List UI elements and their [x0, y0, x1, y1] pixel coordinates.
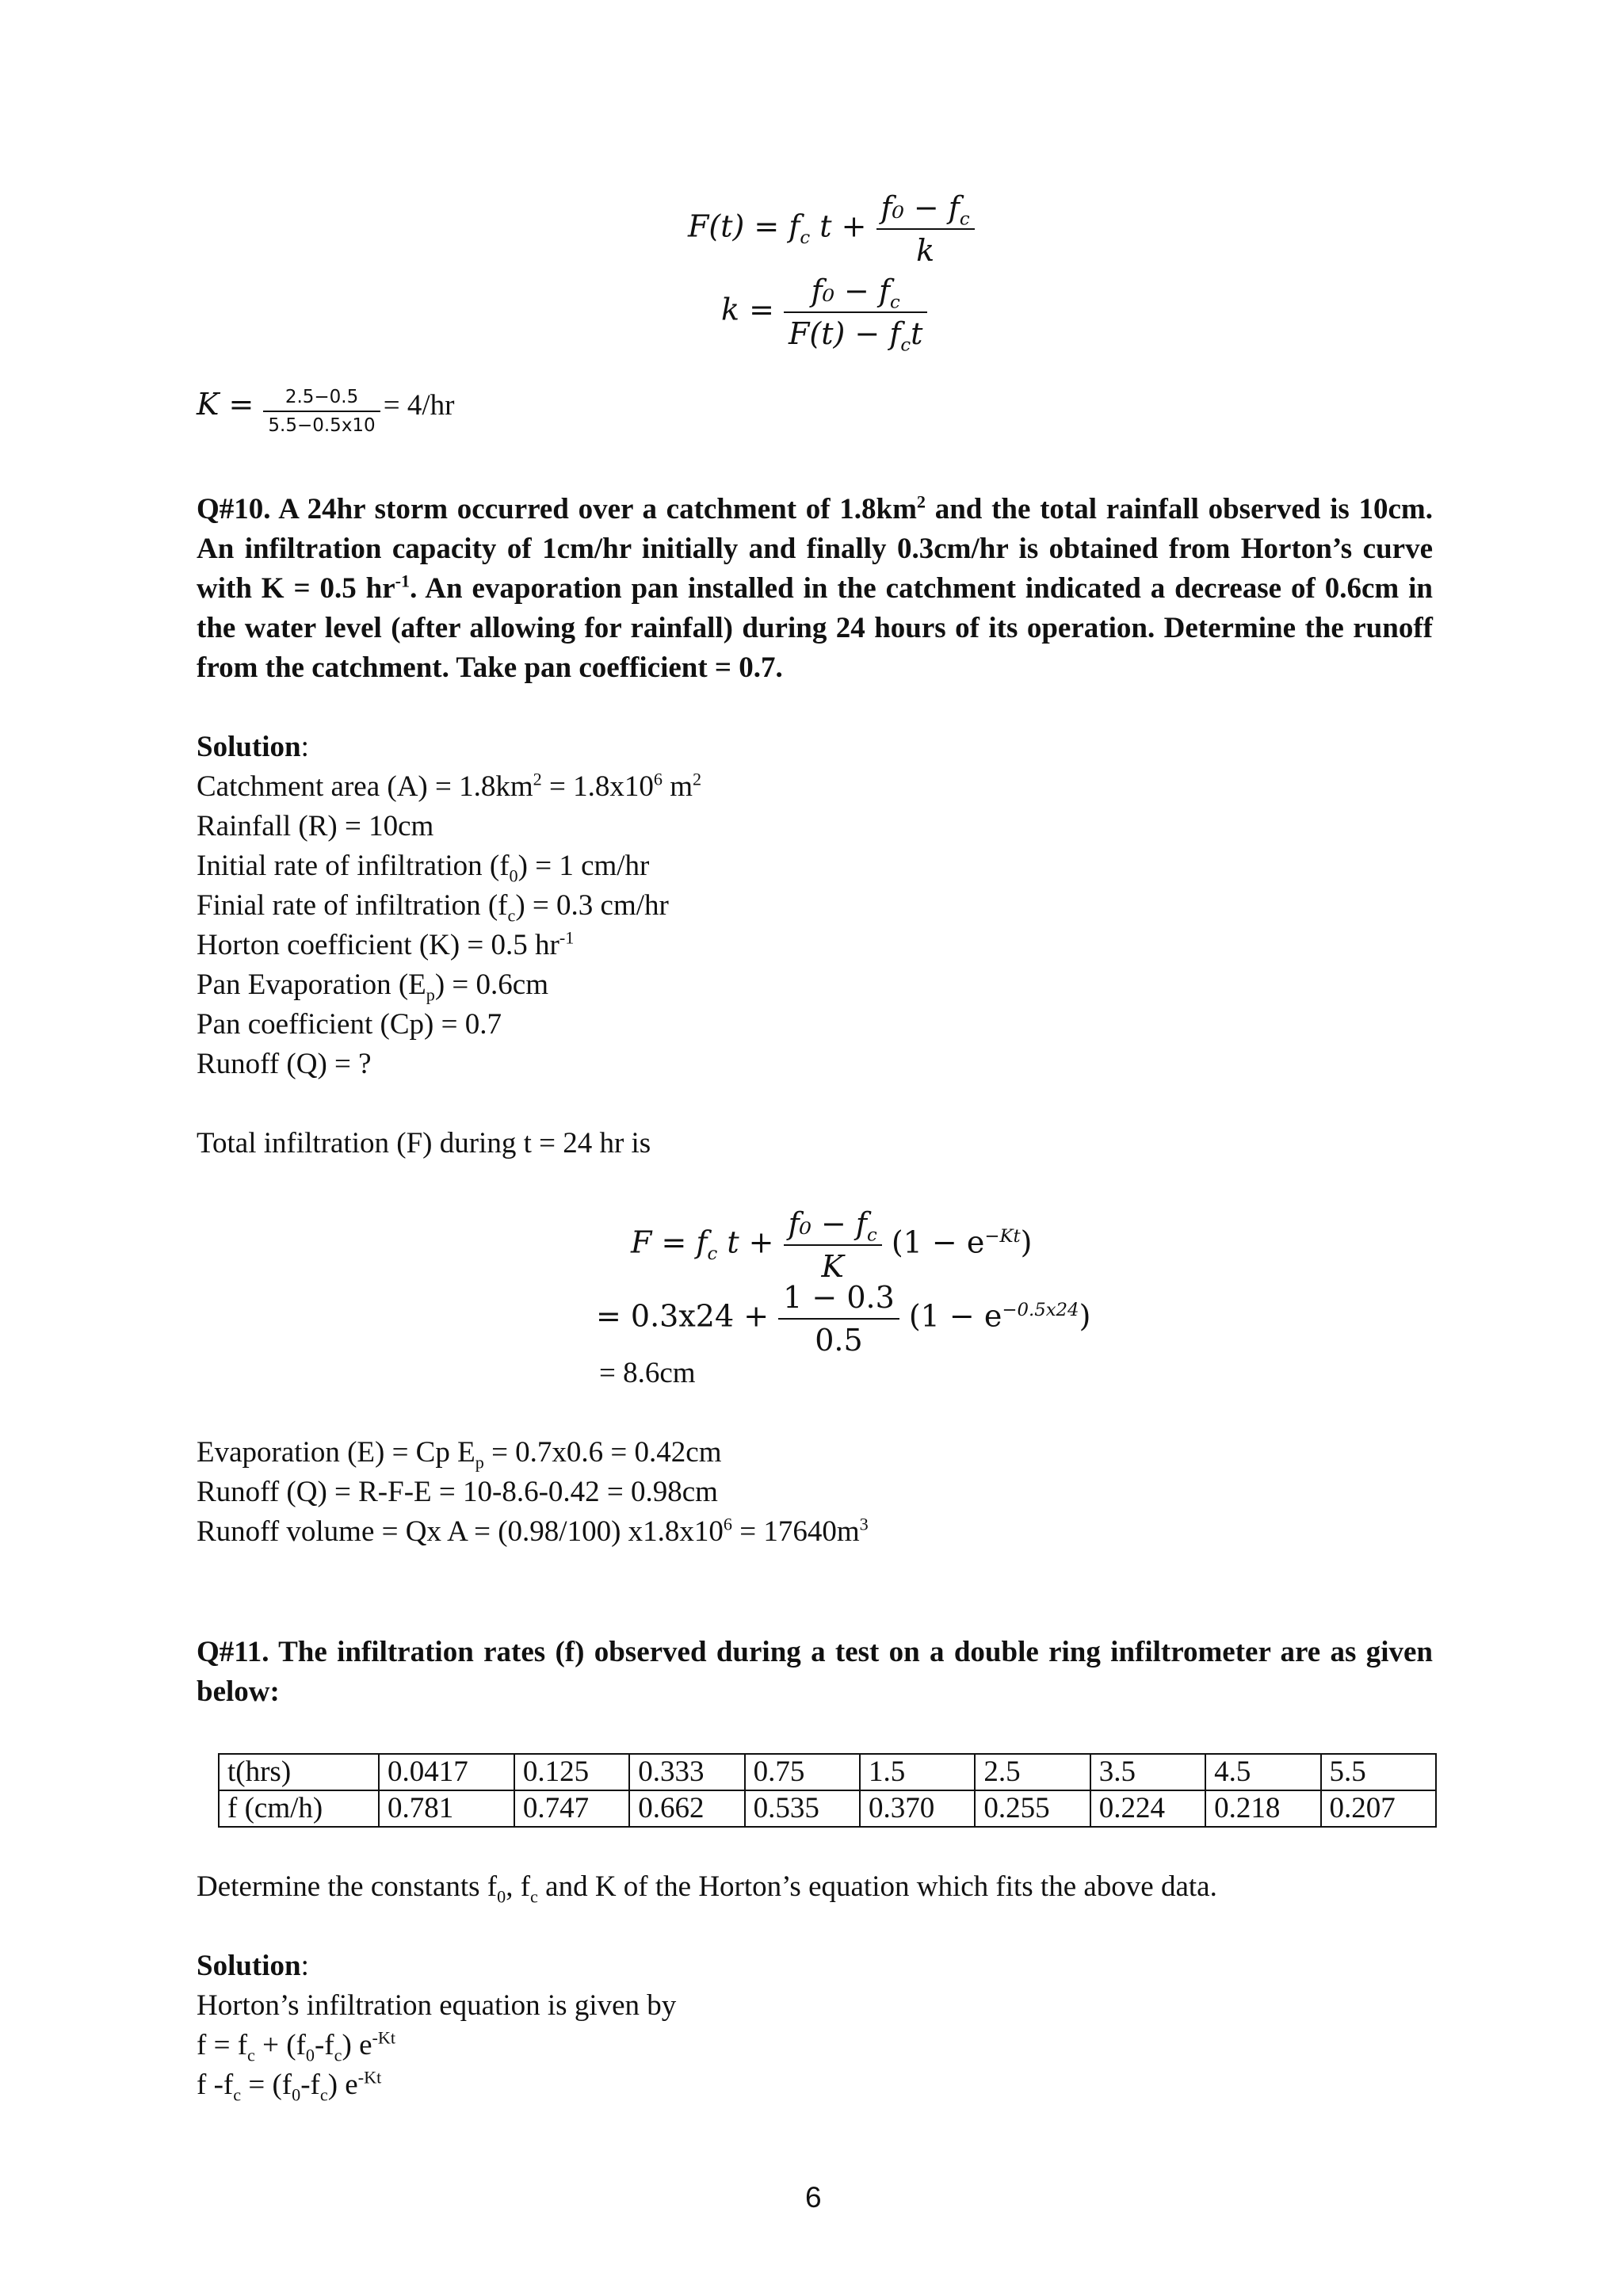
solution2-heading: Solution	[197, 1950, 301, 1982]
horton-equation-2: f $-f_c = (f_0-f_c)$ $e^{-Kt}$	[197, 2067, 382, 2105]
evaporation: Evaporation (E) = Cp $E_p = 0.7x0.6 = 0.42cm$	[197, 1436, 722, 1473]
table-cell: 0.781	[379, 1790, 514, 1827]
runoff-result: Runoff (Q) = R-F-E = 10-8.6-0.42 = 0.98cm	[197, 1476, 718, 1508]
table-cell: 0.333	[629, 1754, 744, 1790]
t-label: t(hrs)	[219, 1754, 379, 1790]
k-fraction	[784, 273, 927, 356]
table-cell: 0.75	[745, 1754, 860, 1790]
solution-2	[197, 1946, 676, 2105]
table-cell: 0.207	[1321, 1790, 1436, 1827]
question-10	[197, 490, 1433, 688]
k-den: F(t) − f	[789, 316, 901, 351]
solution2-colon: :	[300, 1950, 309, 1982]
infiltration-eq-line1: $F = f_c$ t + $\frac{f_0 - f_c}{K}$ $(1 - e^{-Kt})$	[631, 1206, 1033, 1284]
table-cell: 0.218	[1205, 1790, 1320, 1827]
table-cell: 0.747	[514, 1790, 629, 1827]
q10-sup2: -1	[395, 571, 411, 591]
question-11: Q#11. The infiltration rates (f) observed during a test on a double ring infiltrometer are as given below:	[197, 1636, 1433, 1708]
solution1-heading: Solution	[197, 731, 301, 763]
ft-lhs: F(t) = f	[688, 208, 800, 244]
ft-den: k	[876, 228, 975, 268]
k-num: f₀ − f	[811, 273, 891, 308]
table-cell: 4.5	[1205, 1754, 1320, 1790]
table-cell: 0.224	[1090, 1790, 1205, 1827]
k-result	[197, 387, 454, 436]
q10-part2: and the total rainfall observed is 10cm. An infiltration capacity of 1cm/hr initially and finally 0.3cm/hr is obtained from Horton’s curve with K = 0.5 hr	[197, 493, 1433, 605]
k-lhs: k =	[721, 292, 785, 327]
catchment-area: Catchment area $(A) = 1.8km^2 = 1.8x10^6$ $m^2$	[197, 769, 702, 803]
table-cell: 0.255	[975, 1790, 1090, 1827]
table-cell: 0.662	[629, 1790, 744, 1827]
rainfall: Rainfall (R) = 10cm	[197, 810, 434, 842]
k-result-num: 2.5−0.5	[285, 387, 359, 408]
initial-rate: Initial rate of infiltration $(f_0) = 1$ cm/hr	[197, 850, 650, 886]
ft-mid: t +	[819, 208, 876, 244]
table-cell: 3.5	[1090, 1754, 1205, 1790]
infiltration-table	[218, 1753, 1437, 1828]
k-result-fraction	[263, 387, 380, 436]
final-rate: Finial rate of infiltration $(f_c) = 0.3$ cm/hr	[197, 889, 669, 926]
table-cell: 0.535	[745, 1790, 860, 1827]
pan-coefficient: Pan coefficient (Cp) = 0.7	[197, 1008, 502, 1041]
table-cell: 2.5	[975, 1754, 1090, 1790]
top-equation-ft	[688, 190, 975, 268]
pan-evaporation: Pan Evaporation $(E_p) = 0.6cm$	[197, 968, 548, 1005]
horton-equation-1: $f = f_c + (f_0-f_c)$ $e^{-Kt}$	[197, 2027, 396, 2065]
runoff-volume: Runoff volume = Qx A = (0.98/100) $x1.8x10^6 = 17640m^3$	[197, 1514, 869, 1548]
ft-sub: c	[800, 227, 811, 249]
solution-1	[197, 728, 701, 1163]
k-den-sub: c	[900, 334, 911, 356]
page-number: 6	[805, 2181, 822, 2214]
table-row-t	[219, 1754, 1436, 1790]
eq-line2-fraction: $\frac{1 - 0.3}{0.5}$	[778, 1280, 899, 1358]
k-num-sub: c	[890, 292, 900, 313]
table-cell: 0.0417	[379, 1754, 514, 1790]
k-result-rhs: = 4/hr	[383, 389, 455, 422]
runoff-unknown: Runoff (Q) = ?	[197, 1048, 372, 1080]
results	[197, 1433, 869, 1552]
ft-num: f₀ − f	[880, 190, 960, 225]
ft-num-sub: c	[959, 208, 970, 230]
table-cell: 0.370	[860, 1790, 975, 1827]
eq-line1-fraction: $\frac{f_0 - f_c}{K}$	[784, 1206, 882, 1284]
table-cell: 0.125	[514, 1754, 629, 1790]
table-cell: 1.5	[860, 1754, 975, 1790]
table-row-f	[219, 1790, 1436, 1827]
k-den-end: t	[911, 316, 923, 351]
q10-part1: Q#10. A 24hr storm occurred over a catchment of 1.8km	[197, 493, 917, 525]
total-infiltration-intro: Total infiltration (F) during t = 24 hr is	[197, 1127, 651, 1159]
horton-equation-intro: Horton’s infiltration equation is given by	[197, 1989, 677, 2022]
table-cell: 5.5	[1321, 1754, 1436, 1790]
ft-fraction	[876, 190, 975, 268]
k-result-lhs: K =	[197, 387, 264, 422]
horton-coefficient: Horton coefficient (K) = 0.5 $hr^{-1}$	[197, 927, 575, 961]
infiltration-eq-line2: = 0.3x24 + $\frac{1 - 0.3}{0.5}$ $(1 - e^{-0.5x24})$	[596, 1280, 1091, 1358]
q10-part3: . An evaporation pan installed in the catchment indicated a decrease of 0.6cm in the water level (after allowing for rainfall) during 24 hours of its operation. Determine the runoff from the catchment. Take pan coefficient = 0.7.	[197, 572, 1433, 684]
solution1-colon: :	[300, 731, 309, 763]
k-result-den: 5.5−0.5x10	[263, 411, 380, 436]
f-label: f (cm/h)	[219, 1790, 379, 1827]
top-equation-k	[721, 273, 927, 356]
q10-sup1: 2	[916, 491, 926, 512]
determine-statement: Determine the constants $f_0$, $f_c$ and K of the Horton’s equation which fits the above data.	[197, 1870, 1217, 1907]
infiltration-eq-line3: = 8.6cm	[599, 1357, 696, 1389]
